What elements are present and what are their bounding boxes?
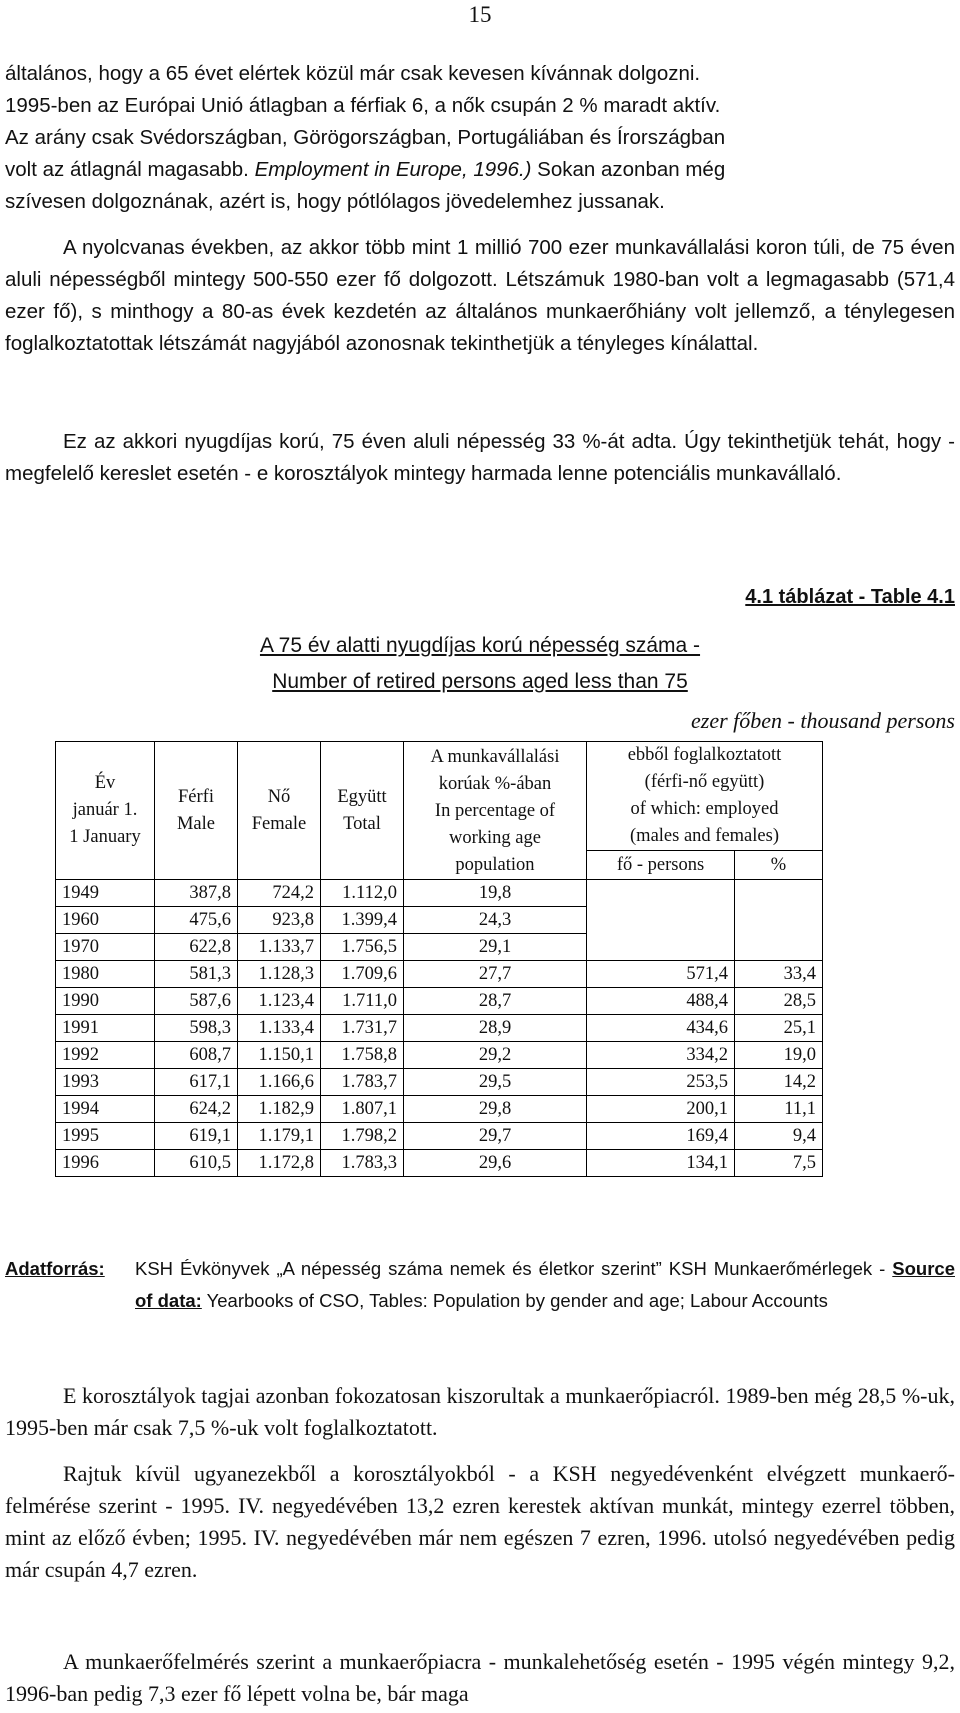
cell-employed-pct: 25,1 (735, 1015, 823, 1042)
cell-employed-persons (587, 907, 735, 934)
cell-female: 1.150,1 (238, 1042, 321, 1069)
paragraph-1-line: 1995-ben az Európai Unió átlagban a férfiak 6, a nők csupán 2 % maradt aktív. (5, 94, 721, 117)
cell-year: 1993 (56, 1069, 155, 1096)
header-employed: ebből foglalkoztatott (férfi-nő együtt) of which: employed (males and females) (587, 742, 823, 851)
table-row (56, 1123, 823, 1150)
cell-male: 608,7 (155, 1042, 238, 1069)
table-row (56, 934, 823, 961)
cell-total: 1.758,8 (321, 1042, 404, 1069)
table-row (56, 961, 823, 988)
source-note (5, 1253, 955, 1311)
cell-total: 1.783,3 (321, 1150, 404, 1177)
cell-male: 622,8 (155, 934, 238, 961)
cell-employed-persons (587, 934, 735, 961)
paragraph-4-text: E korosztályok tagjai azonban fokozatosan kiszorultak a munkaerőpiacról. 1989-ben még 28,5 %-uk, 1995-ben már csak 7,5 %-uk volt foglalkoztatott. (5, 1383, 955, 1440)
cell-employed-persons: 200,1 (587, 1096, 735, 1123)
paragraph-3-text: Ez az akkori nyugdíjas korú, 75 éven aluli népesség 33 %-át adta. Úgy tekinthetjük tehát, hogy - megfelelő kereslet esetén - e korosztályok mintegy harmada lenne potenciális munkavállaló. (5, 430, 955, 485)
cell-pct-working-age: 24,3 (404, 907, 587, 934)
cell-female: 1.166,6 (238, 1069, 321, 1096)
cell-year: 1992 (56, 1042, 155, 1069)
cell-female: 1.172,8 (238, 1150, 321, 1177)
header-year: Év január 1. 1 January (56, 742, 155, 880)
cell-employed-pct: 33,4 (735, 961, 823, 988)
cell-employed-persons: 571,4 (587, 961, 735, 988)
cell-male: 598,3 (155, 1015, 238, 1042)
paragraph-3 (5, 426, 955, 490)
cell-employed-persons: 488,4 (587, 988, 735, 1015)
cell-year: 1994 (56, 1096, 155, 1123)
cell-total: 1.709,6 (321, 961, 404, 988)
paragraph-1-text: Sokan azonban még (531, 158, 726, 181)
cell-pct-working-age: 29,8 (404, 1096, 587, 1123)
cell-total: 1.756,5 (321, 934, 404, 961)
cell-pct-working-age: 29,2 (404, 1042, 587, 1069)
cell-employed-persons: 434,6 (587, 1015, 735, 1042)
cell-employed-pct (735, 907, 823, 934)
cell-employed-persons: 253,5 (587, 1069, 735, 1096)
cell-female: 1.182,9 (238, 1096, 321, 1123)
cell-male: 387,8 (155, 880, 238, 907)
page-number: 15 (468, 2, 492, 27)
cell-pct-working-age: 29,6 (404, 1150, 587, 1177)
table-title-hu: A 75 év alatti nyugdíjas korú népesség száma - (259, 634, 701, 657)
cell-pct-working-age: 27,7 (404, 961, 587, 988)
table-row (56, 1069, 823, 1096)
paragraph-1-line: Az arány csak Svédországban, Görögországban, Portugáliában és Írországban (5, 126, 726, 149)
header-employed-persons: fő - persons (587, 851, 735, 880)
paragraph-1-text: volt az átlagnál magasabb. (5, 158, 255, 181)
cell-total: 1.711,0 (321, 988, 404, 1015)
cell-employed-pct: 11,1 (735, 1096, 823, 1123)
paragraph-2-text: A nyolcvanas években, az akkor több mint 1 millió 700 ezer munkavállalási koron túli, de 75 éven aluli népességből mintegy 500-550 ezer fő dolgozott. Létszámuk 1980-ban volt a legmagasabb (571,4 ezer fő), s minthogy a 80-as évek kezdetén az általános munkaerőhiány volt jellemző, a ténylegesen foglalkoztatottak létszámát nagyjából azonosnak tekinthetjük a tényleges kínálattal. (5, 236, 955, 355)
paragraph-1-line: általános, hogy a 65 évet elértek közül már csak kevesen kívánnak dolgozni. (5, 62, 701, 85)
table-row (56, 1042, 823, 1069)
table-ref: 4.1 táblázat - Table 4.1 (745, 586, 955, 608)
header-male: Férfi Male (155, 742, 238, 880)
paragraph-1 (5, 58, 955, 218)
cell-year: 1990 (56, 988, 155, 1015)
header-female: Nő Female (238, 742, 321, 880)
source-label: Adatforrás: (5, 1258, 105, 1279)
cell-employed-pct (735, 880, 823, 907)
source-label-en: Source of data: (135, 1258, 955, 1311)
cell-pct-working-age: 19,8 (404, 880, 587, 907)
cell-employed-pct: 19,0 (735, 1042, 823, 1069)
cell-employed-pct (735, 934, 823, 961)
citation: Employment in Europe, 1996.) (254, 158, 532, 181)
cell-year: 1991 (56, 1015, 155, 1042)
cell-employed-pct: 28,5 (735, 988, 823, 1015)
table-title-en: Number of retired persons aged less than 75 (272, 670, 688, 693)
cell-year: 1960 (56, 907, 155, 934)
cell-total: 1.112,0 (321, 880, 404, 907)
cell-female: 724,2 (238, 880, 321, 907)
cell-pct-working-age: 29,1 (404, 934, 587, 961)
cell-total: 1.731,7 (321, 1015, 404, 1042)
cell-year: 1980 (56, 961, 155, 988)
cell-male: 619,1 (155, 1123, 238, 1150)
table-row (56, 1096, 823, 1123)
paragraph-5 (5, 1458, 955, 1586)
cell-employed-pct: 7,5 (735, 1150, 823, 1177)
cell-female: 1.179,1 (238, 1123, 321, 1150)
paragraph-4 (5, 1380, 955, 1444)
cell-employed-persons: 334,2 (587, 1042, 735, 1069)
cell-male: 624,2 (155, 1096, 238, 1123)
header-employed-pct: % (735, 851, 823, 880)
cell-female: 1.123,4 (238, 988, 321, 1015)
cell-male: 581,3 (155, 961, 238, 988)
cell-year: 1995 (56, 1123, 155, 1150)
data-table (55, 741, 823, 1177)
cell-total: 1.399,4 (321, 907, 404, 934)
cell-year: 1996 (56, 1150, 155, 1177)
table-row (56, 1015, 823, 1042)
cell-male: 587,6 (155, 988, 238, 1015)
cell-year: 1949 (56, 880, 155, 907)
cell-pct-working-age: 28,9 (404, 1015, 587, 1042)
table-row (56, 1150, 823, 1177)
unit-note: ezer főben - thousand persons (691, 708, 955, 733)
paragraph-1-line (5, 154, 955, 186)
table-row (56, 880, 823, 907)
cell-female: 1.133,7 (238, 934, 321, 961)
cell-total: 1.798,2 (321, 1123, 404, 1150)
header-pct-working-age: A munkavállalási korúak %-ában In percentage of working age population (404, 742, 587, 880)
cell-employed-persons (587, 880, 735, 907)
paragraph-6 (5, 1646, 955, 1710)
cell-employed-pct: 9,4 (735, 1123, 823, 1150)
cell-male: 617,1 (155, 1069, 238, 1096)
cell-male: 475,6 (155, 907, 238, 934)
paragraph-1-line: szívesen dolgoznának, azért is, hogy pótlólagos jövedelemhez jussanak. (5, 190, 665, 213)
cell-employed-pct: 14,2 (735, 1069, 823, 1096)
cell-employed-persons: 134,1 (587, 1150, 735, 1177)
cell-total: 1.807,1 (321, 1096, 404, 1123)
cell-year: 1970 (56, 934, 155, 961)
cell-female: 923,8 (238, 907, 321, 934)
cell-male: 610,5 (155, 1150, 238, 1177)
paragraph-6-text: A munkaerőfelmérés szerint a munkaerőpiacra - munkalehetőség esetén - 1995 végén mintegy 9,2, 1996-ban pedig 7,3 ezer fő lépett volna be, bár maga (5, 1649, 955, 1706)
cell-female: 1.128,3 (238, 961, 321, 988)
cell-pct-working-age: 28,7 (404, 988, 587, 1015)
cell-pct-working-age: 29,5 (404, 1069, 587, 1096)
header-total: Együtt Total (321, 742, 404, 880)
table-row (56, 907, 823, 934)
table-row (56, 988, 823, 1015)
paragraph-5-text: Rajtuk kívül ugyanezekből a korosztályokból - a KSH negyedévenként elvégzett munkaerő-felmérése szerint - 1995. IV. negyedévében 13,2 ezren kerestek aktívan munkát, mintegy ezerrel többen, mint az előző évben; 1995. IV. negyedévében már nem egészen 7 ezren, 1996. utolsó negyedévében pedig már csupán 4,7 ezren. (5, 1461, 955, 1582)
paragraph-2 (5, 232, 955, 360)
source-body: KSH Évkönyvek „A népesség száma nemek és életkor szerint” KSH Munkaerőmérlegek - Source of data: Yearbooks of CSO, Tables: Population by gender and age; Labour Accounts (135, 1258, 955, 1311)
table-caption (0, 628, 960, 700)
cell-female: 1.133,4 (238, 1015, 321, 1042)
cell-employed-persons: 169,4 (587, 1123, 735, 1150)
cell-total: 1.783,7 (321, 1069, 404, 1096)
cell-pct-working-age: 29,7 (404, 1123, 587, 1150)
